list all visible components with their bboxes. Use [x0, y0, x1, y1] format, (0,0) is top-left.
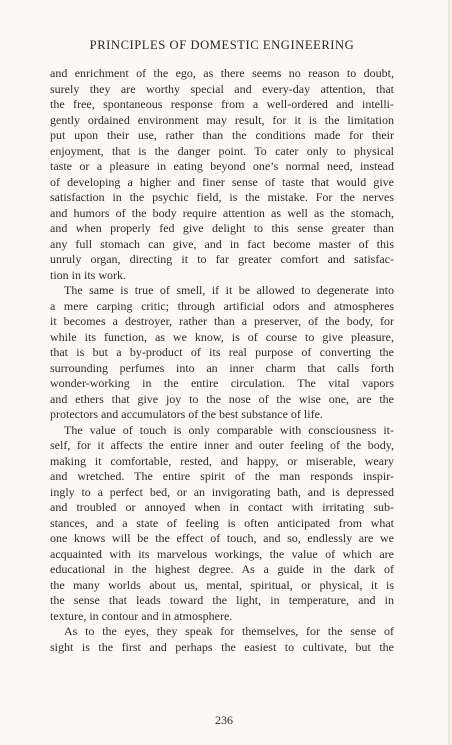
- text-line: ingly to a perfect bed, or an invigorating bath, and is depressed: [50, 484, 394, 499]
- text-line: any full stomach can give, and in fact become master of this: [50, 236, 394, 251]
- text-line: one knows will be the effect of touch, and so, endlessly are we: [50, 531, 394, 545]
- text-line: gently ordained environment may result, for it is the limitation: [50, 112, 394, 127]
- text-line: and ethers that give joy to the nose of the wise one, are the: [50, 391, 394, 406]
- text-line: tion in its work.: [50, 267, 127, 282]
- text-line: The value of touch is only comparable with consciousness it-: [64, 422, 394, 437]
- text-line: self, for it affects the entire inner and outer feeling of the body,: [50, 438, 394, 452]
- text-line: acquainted with its marvelous workings, the value of which are: [50, 546, 394, 561]
- text-line: wonder-working in the entire circulation. The vital vapors: [50, 376, 394, 390]
- text-line: and humors of the body require attention as well as the stomach,: [50, 205, 394, 220]
- text-line: protectors and accumulators of the best substance of life.: [50, 407, 323, 421]
- text-line: satisfaction in the psychic field, is the mistake. For the nerves: [50, 190, 394, 204]
- text-line: The same is true of smell, if it be allowed to degenerate into: [64, 283, 394, 297]
- text-line: while its function, as we know, is of course to give pleasure,: [50, 329, 394, 344]
- text-line: As to the eyes, they speak for themselves, for the sense of: [64, 624, 394, 638]
- page-number: 236: [215, 713, 233, 727]
- text-line: surely they are worthy special and every-day attention, that: [50, 81, 394, 96]
- text-line: and troubled or annoyed when in contact with irritating sub-: [50, 500, 394, 514]
- text-line: educational in the highest degree. As a guide in the dark of: [50, 562, 394, 576]
- text-line: the free, spontaneous response from a well-ordered and intelli-: [50, 97, 394, 111]
- text-line: of developing a higher and finer sense of taste that would give: [50, 174, 394, 189]
- text-line: texture, in contour and in atmosphere.: [50, 608, 233, 623]
- text-line: enjoyment, that is the danger point. To cater only to physical: [50, 143, 394, 158]
- text-line: the sense that leads toward the light, in temperature, and in: [50, 593, 394, 607]
- text-line: stances, and a state of feeling is often anticipated from what: [50, 515, 394, 530]
- text-line: making it comfortable, rested, and happy, or miserable, weary: [50, 453, 394, 468]
- body-text: [50, 66, 394, 655]
- text-line: that is but a by-product of its real purpose of converting the: [50, 345, 394, 359]
- text-line: and enrichment of the ego, as there seems no reason to doubt,: [50, 66, 394, 80]
- text-line: it becomes a destroyer, rather than a preserver, of the body, for: [50, 314, 394, 328]
- text-line: unruly organ, directing it to far greater comfort and satisfac-: [50, 252, 394, 266]
- page-edge: [448, 0, 452, 745]
- text-line: and wretched. The entire spirit of the man responds inspir-: [50, 469, 394, 483]
- text-line: put upon their use, rather than the conditions made for their: [50, 128, 394, 142]
- text-line: a mere carping critic; through artificial odors and atmospheres: [50, 298, 394, 313]
- text-line: sight is the first and perhaps the easiest to cultivate, but the: [50, 639, 394, 654]
- text-line: and when properly fed give delight to this sense greater than: [50, 221, 394, 235]
- text-line: surrounding perfumes into an inner charm that calls forth: [50, 360, 394, 375]
- text-line: taste or a pleasure in eating beyond one’s normal need, instead: [50, 159, 394, 173]
- running-head: PRINCIPLES OF DOMESTIC ENGINEERING: [89, 38, 355, 52]
- text-line: the many worlds about us, mental, spiritual, or physical, it is: [50, 577, 394, 592]
